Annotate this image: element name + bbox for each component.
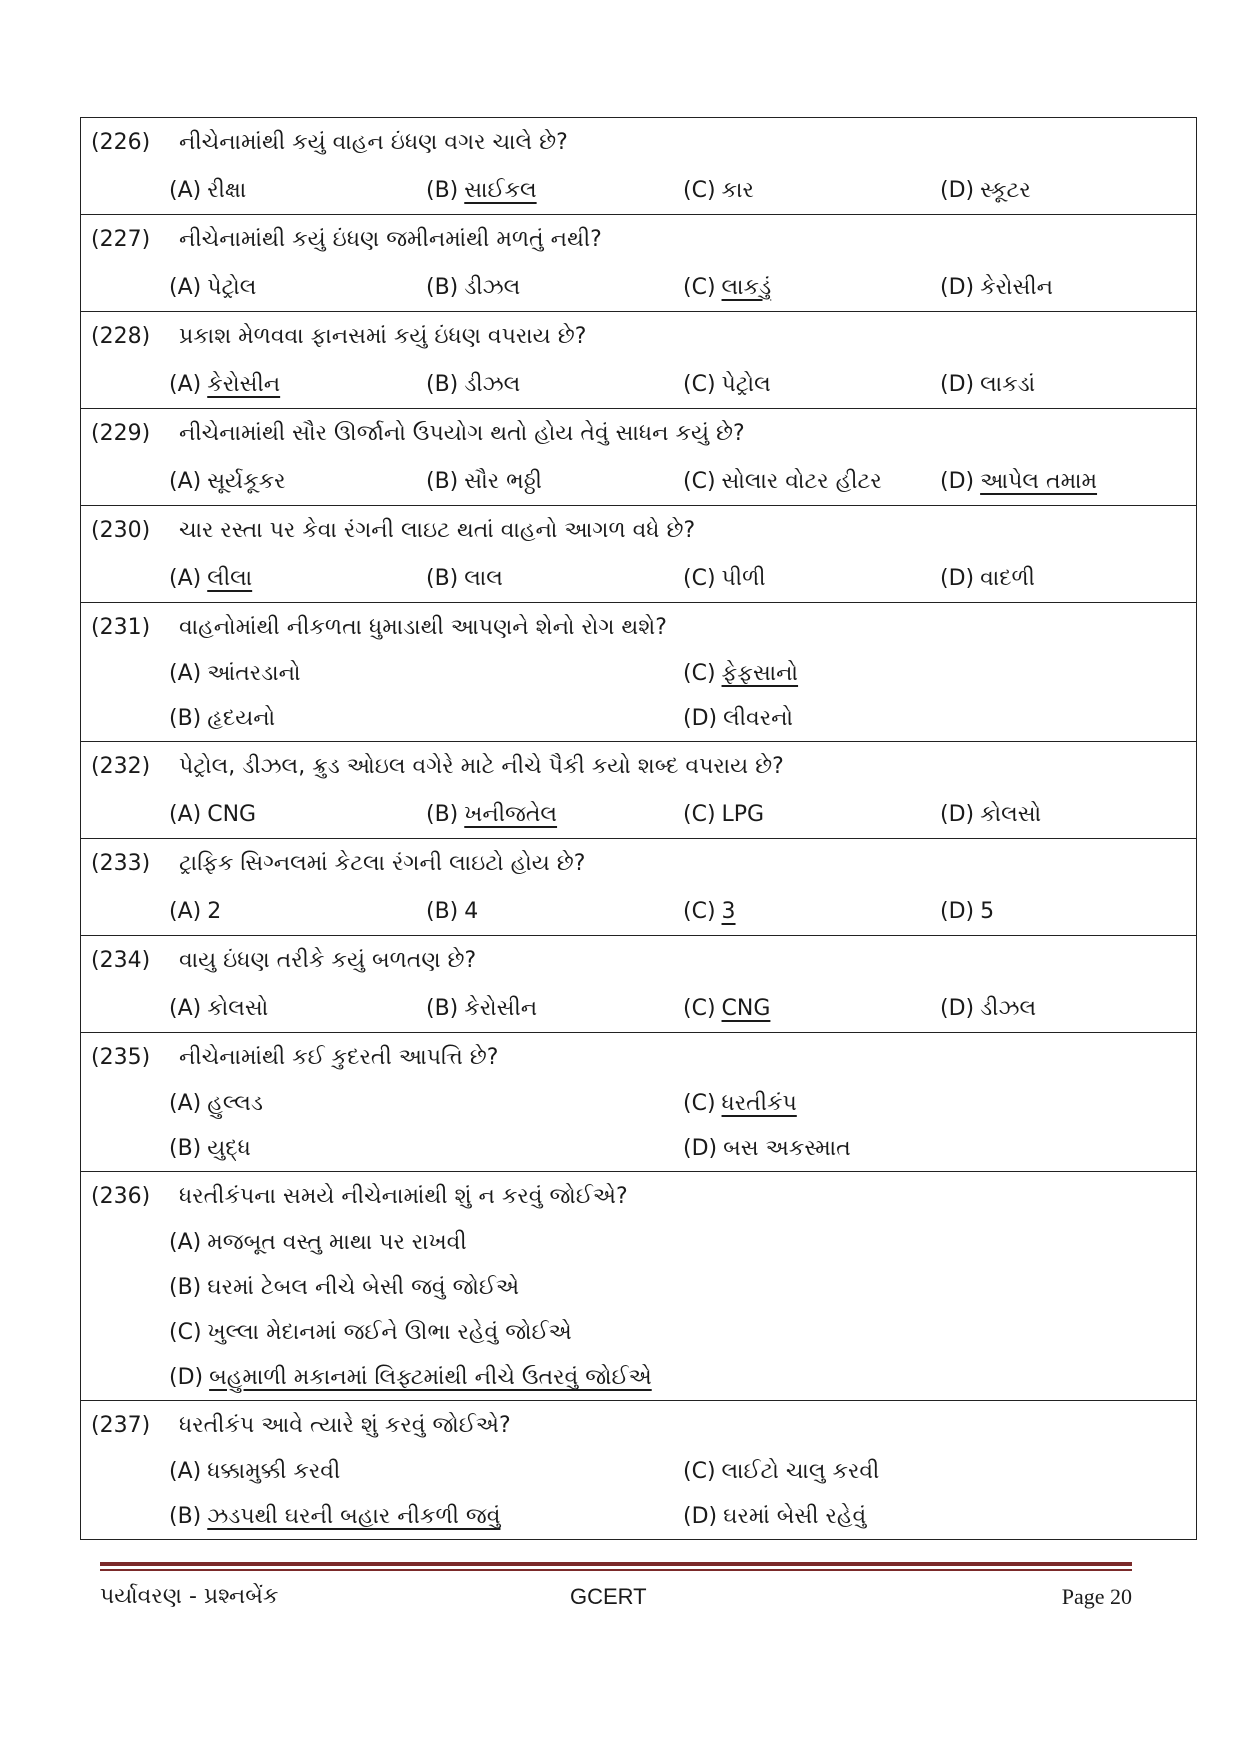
option-label: (B) xyxy=(426,177,459,203)
option-text: કોલસો xyxy=(980,801,1042,827)
option-text: લાઈટો ચાલુ કરવી xyxy=(721,1459,880,1484)
option-text-correct: ધરતીકંપ xyxy=(721,1091,797,1116)
question-row xyxy=(81,742,1196,790)
option-c xyxy=(683,372,940,397)
option-label: (C) xyxy=(683,565,716,591)
option-label: (A) xyxy=(169,995,202,1021)
options-row xyxy=(81,790,1196,838)
question-row xyxy=(81,839,1196,887)
option-c xyxy=(683,1091,1197,1116)
option-label: (C) xyxy=(683,274,716,300)
option-label: (C) xyxy=(683,801,716,827)
options-row xyxy=(81,166,1196,214)
option-text: પેટ્રોલ xyxy=(207,274,257,300)
option-a xyxy=(169,1230,467,1255)
option-c xyxy=(683,996,940,1021)
question-text: નીચેનામાંથી કયું વાહન ઇંધણ વગર ચાલે છે? xyxy=(179,129,568,155)
question-row xyxy=(81,118,1196,166)
question-row xyxy=(81,1172,1196,1220)
question-block xyxy=(81,839,1196,936)
option-c xyxy=(683,566,940,591)
question-text: ટ્રાફિક સિગ્નલમાં કેટલા રંગની લાઇટો હોય છે? xyxy=(179,850,586,876)
option-text: ડીઝલ xyxy=(980,995,1037,1021)
option-label: (D) xyxy=(940,995,975,1021)
option-text: પેટ્રોલ xyxy=(721,371,771,397)
option-text: 4 xyxy=(464,898,479,924)
option-d xyxy=(940,372,1197,397)
option-a xyxy=(169,275,426,300)
options-line xyxy=(81,1220,1196,1265)
option-b xyxy=(169,1504,683,1529)
question-row xyxy=(81,215,1196,263)
question-number: (228) xyxy=(91,323,151,349)
option-label: (A) xyxy=(169,371,202,397)
question-row xyxy=(81,506,1196,554)
option-label: (D) xyxy=(940,274,975,300)
option-text-correct: આપેલ તમામ xyxy=(980,468,1098,494)
option-label: (A) xyxy=(169,1459,202,1484)
option-text: વાદળી xyxy=(980,565,1035,591)
question-block xyxy=(81,742,1196,839)
option-text: સૌર ભઠ્ઠી xyxy=(464,468,542,494)
options-row xyxy=(81,554,1196,602)
options-row xyxy=(81,263,1196,311)
options-row xyxy=(81,651,1196,696)
option-label: (B) xyxy=(426,274,459,300)
option-text: ઘરમાં બેસી રહેવું xyxy=(723,1504,867,1529)
option-label: (C) xyxy=(683,371,716,397)
options-row xyxy=(81,1449,1196,1494)
option-d xyxy=(940,899,1197,924)
option-label: (D) xyxy=(169,1365,204,1390)
question-number: (236) xyxy=(91,1183,151,1209)
question-number: (235) xyxy=(91,1044,151,1070)
options-line xyxy=(81,1355,1196,1400)
question-text: ધરતીકંપના સમયે નીચેનામાંથી શું ન કરવું જોઈએ? xyxy=(179,1183,628,1209)
option-d xyxy=(169,1365,652,1390)
option-d xyxy=(940,275,1197,300)
option-label: (D) xyxy=(683,1136,718,1161)
question-number: (226) xyxy=(91,129,151,155)
option-text: LPG xyxy=(721,801,765,827)
option-text: કાર xyxy=(721,177,754,203)
option-b xyxy=(426,178,683,203)
options-line xyxy=(81,1310,1196,1355)
footer-publisher: GCERT xyxy=(570,1584,647,1609)
option-label: (B) xyxy=(426,801,459,827)
option-text: મજબૂત વસ્તુ માથા પર રાખવી xyxy=(207,1230,467,1255)
option-b xyxy=(426,469,683,494)
question-text: પ્રકાશ મેળવવા ફાનસમાં કયું ઇંધણ વપરાય છે? xyxy=(179,323,587,349)
question-row xyxy=(81,603,1196,651)
option-b xyxy=(426,899,683,924)
question-row xyxy=(81,312,1196,360)
footer-rule-thin xyxy=(100,1569,1132,1571)
question-number: (232) xyxy=(91,753,151,779)
option-text: પીળી xyxy=(721,565,766,591)
option-text: રીક્ષા xyxy=(207,177,247,203)
option-d xyxy=(940,802,1197,827)
question-text: વાહનોમાંથી નીકળતા ધુમાડાથી આપણને શેનો રોગ થશે? xyxy=(179,614,667,640)
option-b xyxy=(426,802,683,827)
option-d xyxy=(940,996,1197,1021)
option-text: ધક્કામુક્કી કરવી xyxy=(207,1459,341,1484)
option-c xyxy=(683,469,940,494)
footer-subject: પર્યાવરણ - પ્રશ્નબેંક xyxy=(100,1584,279,1609)
option-text: લાકડાં xyxy=(980,371,1036,397)
option-label: (C) xyxy=(683,1091,716,1116)
question-block xyxy=(81,215,1196,312)
option-a xyxy=(169,661,683,686)
question-row xyxy=(81,409,1196,457)
option-b xyxy=(169,1136,683,1161)
option-label: (C) xyxy=(683,898,716,924)
option-c xyxy=(683,178,940,203)
option-text-correct: ખનીજતેલ xyxy=(464,801,558,827)
option-b xyxy=(426,996,683,1021)
option-text-correct: ઝડપથી ઘરની બહાર નીકળી જવું xyxy=(207,1504,501,1529)
question-block xyxy=(81,118,1196,215)
question-row xyxy=(81,1033,1196,1081)
option-label: (B) xyxy=(169,1136,202,1161)
question-text: નીચેનામાંથી સૌર ઊર્જાનો ઉપયોગ થતો હોય તેવું સાધન કયું છે? xyxy=(179,420,745,446)
option-c xyxy=(683,661,1197,686)
options-row xyxy=(81,1081,1196,1126)
question-text: પેટ્રોલ, ડીઝલ, ક્રુડ ઓઇલ વગેરે માટે નીચે પૈકી કયો શબ્દ વપરાય છે? xyxy=(179,753,784,779)
option-text: કેરોસીન xyxy=(464,995,538,1021)
options-row xyxy=(81,1126,1196,1171)
option-text-correct: ફેફસાનો xyxy=(721,661,799,686)
option-label: (D) xyxy=(940,177,975,203)
question-text: નીચેનામાંથી કયું ઇંધણ જમીનમાંથી મળતું નથી? xyxy=(179,226,602,252)
question-number: (229) xyxy=(91,420,151,446)
question-number: (237) xyxy=(91,1412,151,1438)
question-row xyxy=(81,1401,1196,1449)
option-label: (B) xyxy=(426,468,459,494)
question-text: વાયુ ઇંધણ તરીકે કયું બળતણ છે? xyxy=(179,947,477,973)
option-label: (D) xyxy=(940,371,975,397)
option-text: હૃદયનો xyxy=(207,706,276,731)
question-number: (233) xyxy=(91,850,151,876)
option-a xyxy=(169,372,426,397)
option-text: લીવરનો xyxy=(723,706,794,731)
option-label: (A) xyxy=(169,898,202,924)
question-text: નીચેનામાંથી કઈ કુદરતી આપત્તિ છે? xyxy=(179,1044,499,1070)
question-block xyxy=(81,1033,1196,1172)
option-label: (D) xyxy=(940,565,975,591)
question-number: (227) xyxy=(91,226,151,252)
option-text: CNG xyxy=(207,801,257,827)
question-number: (231) xyxy=(91,614,151,640)
option-c xyxy=(683,802,940,827)
question-text: ધરતીકંપ આવે ત્યારે શું કરવું જોઈએ? xyxy=(179,1412,511,1438)
option-label: (B) xyxy=(426,995,459,1021)
option-text: યુદ્ધ xyxy=(207,1136,251,1161)
option-text: ડીઝલ xyxy=(464,371,521,397)
options-row xyxy=(81,984,1196,1032)
option-text: લાલ xyxy=(464,565,503,591)
option-text: કેરોસીન xyxy=(980,274,1054,300)
option-label: (A) xyxy=(169,468,202,494)
option-label: (D) xyxy=(940,801,975,827)
option-label: (B) xyxy=(426,371,459,397)
option-d xyxy=(683,1504,1197,1529)
option-text: સૂર્યકૂકર xyxy=(207,468,286,494)
option-text: સોલાર વોટર હીટર xyxy=(721,468,882,494)
option-a xyxy=(169,899,426,924)
option-a xyxy=(169,996,426,1021)
option-label: (B) xyxy=(169,706,202,731)
option-text: ડીઝલ xyxy=(464,274,521,300)
footer-rule-thick xyxy=(100,1562,1132,1566)
question-number: (230) xyxy=(91,517,151,543)
option-label: (B) xyxy=(169,1275,202,1300)
question-block xyxy=(81,1401,1196,1539)
option-label: (A) xyxy=(169,661,202,686)
option-a xyxy=(169,802,426,827)
option-c xyxy=(683,275,940,300)
option-d xyxy=(683,1136,1197,1161)
option-label: (A) xyxy=(169,1091,202,1116)
option-label: (D) xyxy=(683,706,718,731)
option-label: (A) xyxy=(169,565,202,591)
option-label: (A) xyxy=(169,801,202,827)
option-c xyxy=(683,1459,1197,1484)
option-text: આંતરડાનો xyxy=(207,661,301,686)
option-text: ખુલ્લા મેદાનમાં જઈને ઊભા રહેવું જોઈએ xyxy=(207,1320,572,1345)
option-label: (B) xyxy=(426,898,459,924)
option-d xyxy=(940,566,1197,591)
question-table xyxy=(80,117,1197,1540)
option-a xyxy=(169,1091,683,1116)
options-row xyxy=(81,1494,1196,1539)
option-text: 2 xyxy=(207,898,222,924)
option-label: (C) xyxy=(683,661,716,686)
question-row xyxy=(81,936,1196,984)
option-text: 5 xyxy=(980,898,995,924)
option-text: ઘરમાં ટેબલ નીચે બેસી જવું જોઈએ xyxy=(207,1275,520,1300)
question-block xyxy=(81,1172,1196,1401)
option-text-correct: લીલા xyxy=(207,565,253,591)
option-b xyxy=(169,1275,519,1300)
option-text-correct: સાઈકલ xyxy=(464,177,537,203)
option-text-correct: કેરોસીન xyxy=(207,371,281,397)
option-text-correct: બહુમાળી મકાનમાં લિફ્ટમાંથી નીચે ઉતરવું જોઈએ xyxy=(209,1365,652,1390)
option-a xyxy=(169,178,426,203)
option-b xyxy=(426,275,683,300)
option-a xyxy=(169,469,426,494)
option-label: (C) xyxy=(683,468,716,494)
option-a xyxy=(169,1459,683,1484)
option-label: (D) xyxy=(683,1504,718,1529)
option-label: (B) xyxy=(169,1504,202,1529)
options-line xyxy=(81,1265,1196,1310)
option-text: સ્કૂટર xyxy=(980,177,1031,203)
footer-page-number: Page 20 xyxy=(1061,1584,1132,1609)
page-footer xyxy=(100,1578,1132,1618)
option-label: (D) xyxy=(940,468,975,494)
question-block xyxy=(81,603,1196,742)
option-text-correct: લાકડું xyxy=(721,274,772,300)
option-label: (A) xyxy=(169,1230,202,1255)
question-block xyxy=(81,312,1196,409)
question-number: (234) xyxy=(91,947,151,973)
option-c xyxy=(169,1320,572,1345)
option-label: (C) xyxy=(683,177,716,203)
option-b xyxy=(169,706,683,731)
option-d xyxy=(683,706,1197,731)
option-b xyxy=(426,372,683,397)
option-text: કોલસો xyxy=(207,995,269,1021)
option-b xyxy=(426,566,683,591)
option-c xyxy=(683,899,940,924)
question-text: ચાર રસ્તા પર કેવા રંગની લાઇટ થતાં વાહનો આગળ વધે છે? xyxy=(179,517,696,543)
option-label: (B) xyxy=(426,565,459,591)
options-row xyxy=(81,696,1196,741)
option-a xyxy=(169,566,426,591)
options-row xyxy=(81,360,1196,408)
option-label: (A) xyxy=(169,177,202,203)
question-block xyxy=(81,409,1196,506)
options-row xyxy=(81,457,1196,505)
option-label: (D) xyxy=(940,898,975,924)
option-text: બસ અકસ્માત xyxy=(723,1136,851,1161)
option-d xyxy=(940,178,1197,203)
option-text-correct: 3 xyxy=(721,898,736,924)
option-label: (C) xyxy=(683,1459,716,1484)
option-label: (A) xyxy=(169,274,202,300)
option-label: (C) xyxy=(169,1320,202,1345)
options-row xyxy=(81,887,1196,935)
option-label: (C) xyxy=(683,995,716,1021)
option-d xyxy=(940,469,1197,494)
question-block xyxy=(81,936,1196,1033)
option-text: હુલ્લડ xyxy=(207,1091,264,1116)
question-block xyxy=(81,506,1196,603)
option-text-correct: CNG xyxy=(721,995,771,1021)
